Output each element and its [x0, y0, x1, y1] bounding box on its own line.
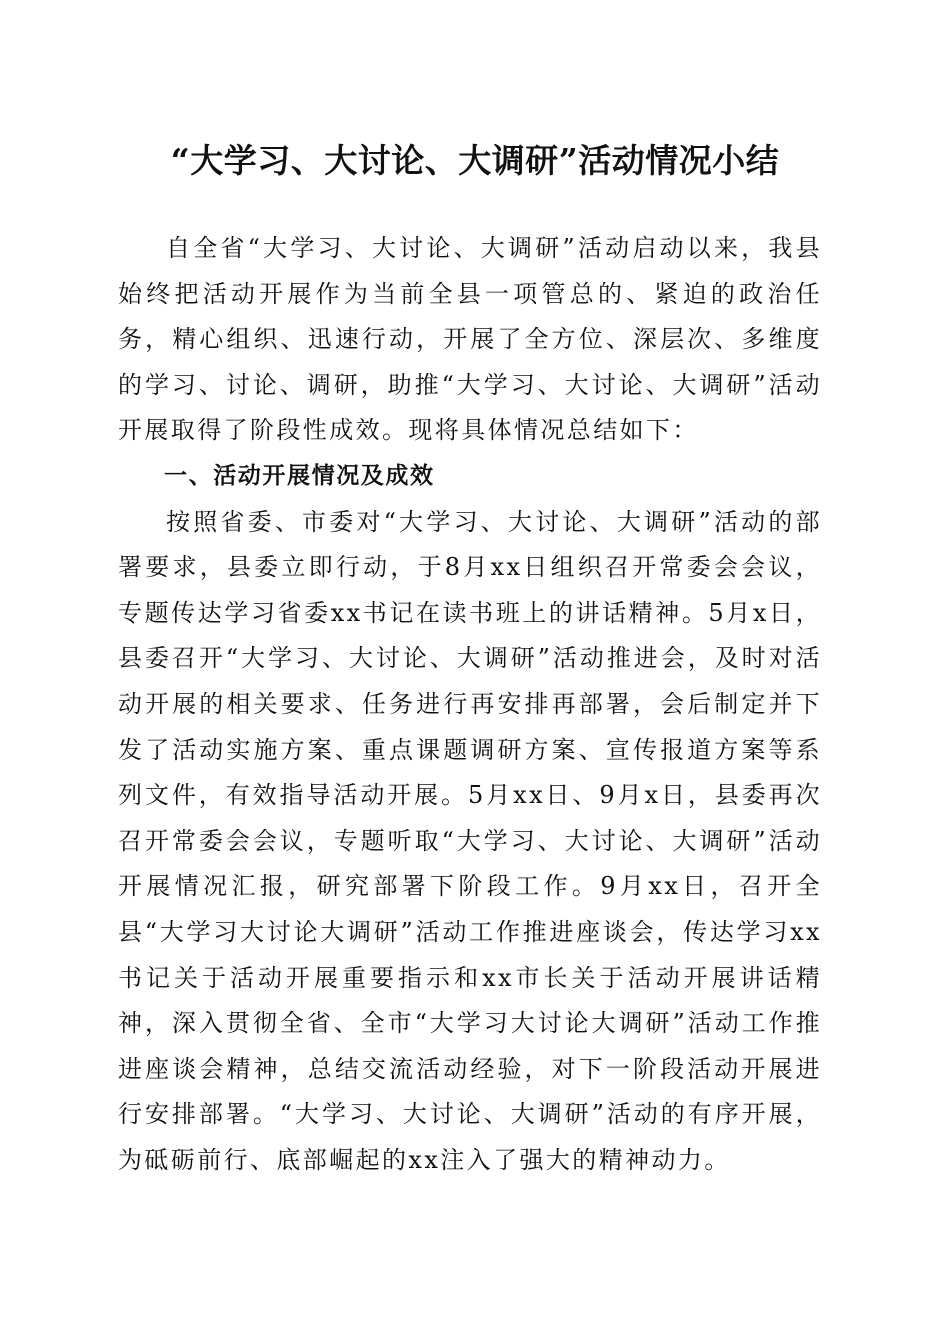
section-paragraph: 按照省委、市委对“大学习、大讨论、大调研”活动的部署要求，县委立即行动，于8月xx日组织召开常委会会议，专题传达学习省委xx书记在读书班上的讲话精神。5月x日，县委召开“大学习、大讨论、大调研”活动推进会，及时对活动开展的相关要求、任务进行再安排再部署，会后制定并下发了活动实施方案、重点课题调研方案、宣传报道方案等系列文件，有效指导活动开展。5月xx日、9月x日，县委再次召开常委会会议，专题听取“大学习、大讨论、大调研”活动开展情况汇报，研究部署下阶段工作。9月xx日，召开全县“大学习大讨论大调研”活动工作推进座谈会，传达学习xx书记关于活动开展重要指示和xx市长关于活动开展讲话精神，深入贯彻全省、全市“大学习大讨论大调研”活动工作推进座谈会精神，总结交流活动经验，对下一阶段活动开展进行安排部署。“大学习、大讨论、大调研”活动的有序开展，为砥砺前行、底部崛起的xx注入了强大的精神动力。 — [118, 507, 822, 1174]
document-title: “大学习、大讨论、大调研”活动情况小结 — [170, 141, 780, 180]
document-body — [118, 226, 822, 1183]
intro-paragraph: 自全省“大学习、大讨论、大调研”活动启动以来，我县始终把活动开展作为当前全县一项管总的、紧迫的政治任务，精心组织、迅速行动，开展了全方位、深层次、多维度的学习、讨论、调研，助推“大学习、大讨论、大调研”活动开展取得了阶段性成效。现将具体情况总结如下： — [118, 234, 822, 445]
section-heading: 一、活动开展情况及成效 — [164, 462, 435, 489]
